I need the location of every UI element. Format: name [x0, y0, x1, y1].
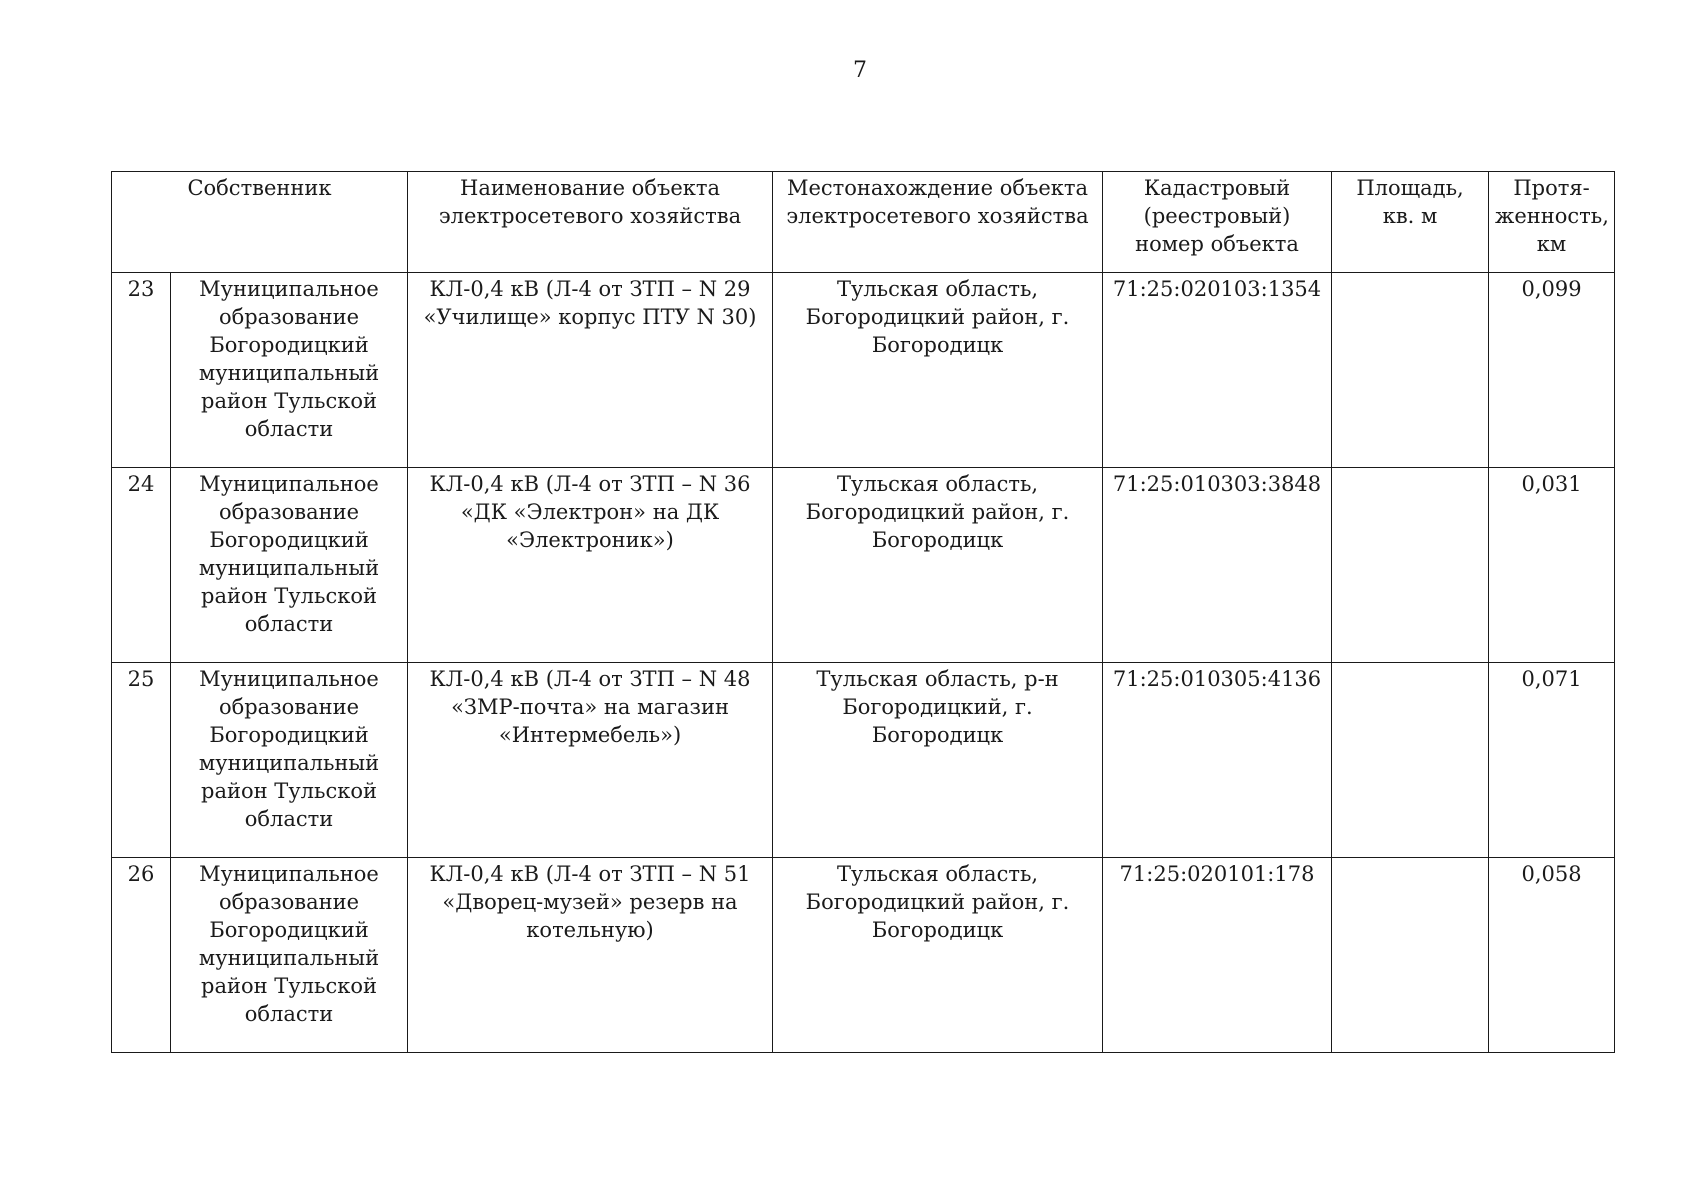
header-row — [112, 172, 1615, 273]
row-location: Тульская область, Богородицкий район, г. Богородицк — [773, 468, 1103, 663]
page-number: 7 — [853, 58, 867, 83]
row-object-name: КЛ-0,4 кВ (Л-4 от ЗТП – N 48 «ЗМР-почта» на магазин «Интермебель») — [408, 663, 773, 858]
row-location: Тульская область, р-н Богородицкий, г. Богородицк — [773, 663, 1103, 858]
row-cadastral-number: 71:25:010303:3848 — [1103, 468, 1332, 663]
table-row — [112, 273, 1615, 468]
row-cadastral-number: 71:25:010305:4136 — [1103, 663, 1332, 858]
table-row — [112, 858, 1615, 1053]
row-cadastral-number: 71:25:020101:178 — [1103, 858, 1332, 1053]
header-length: Протя-женность, км — [1489, 172, 1615, 273]
row-area — [1332, 663, 1489, 858]
row-length: 0,099 — [1489, 273, 1615, 468]
row-owner: Муниципальное образование Богородицкий муниципальный район Тульской области — [171, 663, 408, 858]
header-owner: Собственник — [112, 172, 408, 273]
row-object-name: КЛ-0,4 кВ (Л-4 от ЗТП – N 51 «Дворец-музей» резерв на котельную) — [408, 858, 773, 1053]
row-area — [1332, 273, 1489, 468]
header-area: Площадь, кв. м — [1332, 172, 1489, 273]
row-cadastral-number: 71:25:020103:1354 — [1103, 273, 1332, 468]
row-object-name: КЛ-0,4 кВ (Л-4 от ЗТП – N 36 «ДК «Электрон» на ДК «Электроник») — [408, 468, 773, 663]
row-length: 0,058 — [1489, 858, 1615, 1053]
header-name: Наименование объекта электросетевого хозяйства — [408, 172, 773, 273]
row-number: 25 — [112, 663, 171, 858]
row-number: 24 — [112, 468, 171, 663]
row-location: Тульская область, Богородицкий район, г. Богородицк — [773, 273, 1103, 468]
header-cadastral: Кадастровый (реестровый) номер объекта — [1103, 172, 1332, 273]
table-row — [112, 468, 1615, 663]
header-location: Местонахождение объекта электросетевого хозяйства — [773, 172, 1103, 273]
row-area — [1332, 468, 1489, 663]
row-owner: Муниципальное образование Богородицкий муниципальный район Тульской области — [171, 273, 408, 468]
row-number: 26 — [112, 858, 171, 1053]
row-location: Тульская область, Богородицкий район, г. Богородицк — [773, 858, 1103, 1053]
registry-table — [111, 171, 1615, 1053]
row-length: 0,031 — [1489, 468, 1615, 663]
row-length: 0,071 — [1489, 663, 1615, 858]
table-row — [112, 663, 1615, 858]
row-object-name: КЛ-0,4 кВ (Л-4 от ЗТП – N 29 «Училище» корпус ПТУ N 30) — [408, 273, 773, 468]
row-owner: Муниципальное образование Богородицкий муниципальный район Тульской области — [171, 468, 408, 663]
row-area — [1332, 858, 1489, 1053]
row-number: 23 — [112, 273, 171, 468]
row-owner: Муниципальное образование Богородицкий муниципальный район Тульской области — [171, 858, 408, 1053]
